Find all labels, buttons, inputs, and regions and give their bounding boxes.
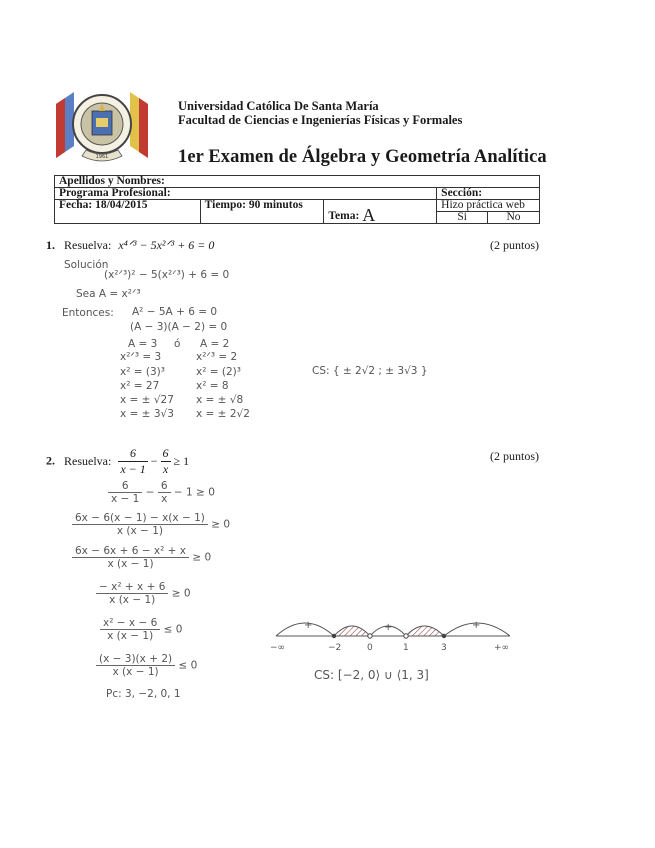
sign-label: +: [384, 622, 393, 633]
practica-web-label: Hizo práctica web: [437, 200, 540, 212]
q1-case1-line: x = ± √27: [120, 394, 174, 406]
q1-number: 1.: [46, 238, 55, 252]
exam-title: 1er Examen de Álgebra y Geometría Analítica: [178, 147, 547, 167]
q2-number: 2.: [46, 453, 55, 468]
q1-points: (2 puntos): [490, 238, 539, 252]
q2-work-step: $\frac{(x - 3)(x + 2)}{x (x - 1)}$ ≤ 0: [96, 653, 197, 678]
q2-work-step: $\frac{\text{− x² + x + 6}}{x (x - 1)}$ ≥ 0: [96, 581, 191, 606]
q2-points: (2 puntos): [490, 449, 539, 463]
practica-no-option[interactable]: No: [488, 212, 540, 224]
tema-label: Tema:: [328, 210, 360, 222]
q1-case2-line: x = ± 2√2: [196, 408, 250, 420]
q2-solution-set: CS: [−2, 0⟩ ∪ ⟨1, 3]: [314, 668, 429, 682]
tema-value: A: [362, 205, 376, 225]
q1-equation: x⁴ᐟ³ − 5x²ᐟ³ + 6 = 0: [118, 238, 215, 252]
sign-chart: [268, 610, 518, 660]
q1-work-line: (A − 3)(A − 2) = 0: [130, 321, 228, 333]
q1-statement: [46, 238, 214, 253]
tick-label: 3: [441, 643, 447, 653]
q1-case1-line: x²ᐟ³ = 3: [120, 351, 162, 363]
tick-label: +∞: [494, 643, 510, 653]
q1-work-line: (x²ᐟ³)² − 5(x²ᐟ³) + 6 = 0: [104, 269, 230, 281]
q2-fraction-1: $\frac{6}{x - 1}$: [120, 446, 146, 476]
q1-prompt: Resuelva:: [64, 238, 112, 252]
tiempo-label: Tiempo: 90 minutos: [200, 200, 324, 224]
tema-cell: [324, 200, 437, 224]
q1-case2-line: x²ᐟ³ = 2: [196, 351, 238, 363]
q2-work-step: $\frac{6}{x - 1}$ − $\frac{6}{x}$ − 1 ≥ 0: [108, 480, 215, 505]
q2-work-step: $\frac{\text{x² − x − 6}}{x (x - 1)}$ ≤ 0: [100, 617, 182, 642]
tick-label: −∞: [270, 643, 286, 653]
q1-case2-line: x² = 8: [196, 380, 229, 392]
student-info-table: [54, 175, 540, 224]
q1-solution-set: CS: { ± 2√2 ; ± 3√3 }: [312, 365, 428, 377]
q1-case2-line: x = ± √8: [196, 394, 244, 406]
seccion-field[interactable]: Sección:: [437, 188, 540, 200]
apellidos-field[interactable]: Apellidos y Nombres:: [55, 176, 540, 188]
q1-work-line: Sea A = x²ᐟ³: [76, 288, 141, 300]
sign-label: +: [472, 620, 481, 631]
q1-case1-line: x² = 27: [120, 380, 160, 392]
q2-statement: 2. Resuelva: $\frac{6}{x - 1}$ − $\frac{6}{x}$ ≥ 1: [46, 446, 190, 476]
faculty-name: Facultad de Ciencias e Ingenierías Físicas y Formales: [178, 113, 463, 127]
q2-prompt: Resuelva:: [64, 454, 112, 468]
tick-label: −2: [328, 643, 342, 653]
practica-si-option[interactable]: Si: [437, 212, 488, 224]
university-seal: [52, 84, 152, 170]
q1-case1-line: x² = (3)³: [120, 366, 165, 378]
q2-work-step: $\frac{6x - 6(x - 1) - x(x - 1)}{x (x - 1)}$ ≥ 0: [72, 512, 230, 537]
tick-label: 1: [403, 643, 409, 653]
q2-relation: ≥ 1: [173, 454, 190, 468]
q1-work-line: A = 2: [200, 338, 230, 350]
programa-field[interactable]: Programa Profesional:: [55, 188, 437, 200]
q2-fraction-2: $\frac{6}{x}$: [162, 446, 169, 476]
seal-year: 1961: [95, 154, 109, 160]
q1-work-line: ó: [174, 338, 181, 350]
q1-case2-line: x² = (2)³: [196, 366, 241, 378]
q1-work-line: Entonces:: [62, 307, 114, 319]
university-name: Universidad Católica De Santa María: [178, 99, 379, 113]
q1-solucion-label: Solución: [64, 259, 109, 271]
fecha-label: Fecha: 18/04/2015: [55, 200, 201, 224]
q1-work-line: A = 3: [128, 338, 158, 350]
sign-label: +: [304, 620, 313, 631]
q1-case1-line: x = ± 3√3: [120, 408, 174, 420]
q2-work-step: $\frac{\text{6x − 6x + 6 − x² + x}}{x (x - 1)}$ ≥ 0: [72, 545, 211, 570]
q2-critical-points: Pc: 3, −2, 0, 1: [106, 688, 181, 700]
tick-label: 0: [367, 643, 373, 653]
q1-work-line: A² − 5A + 6 = 0: [132, 306, 218, 318]
